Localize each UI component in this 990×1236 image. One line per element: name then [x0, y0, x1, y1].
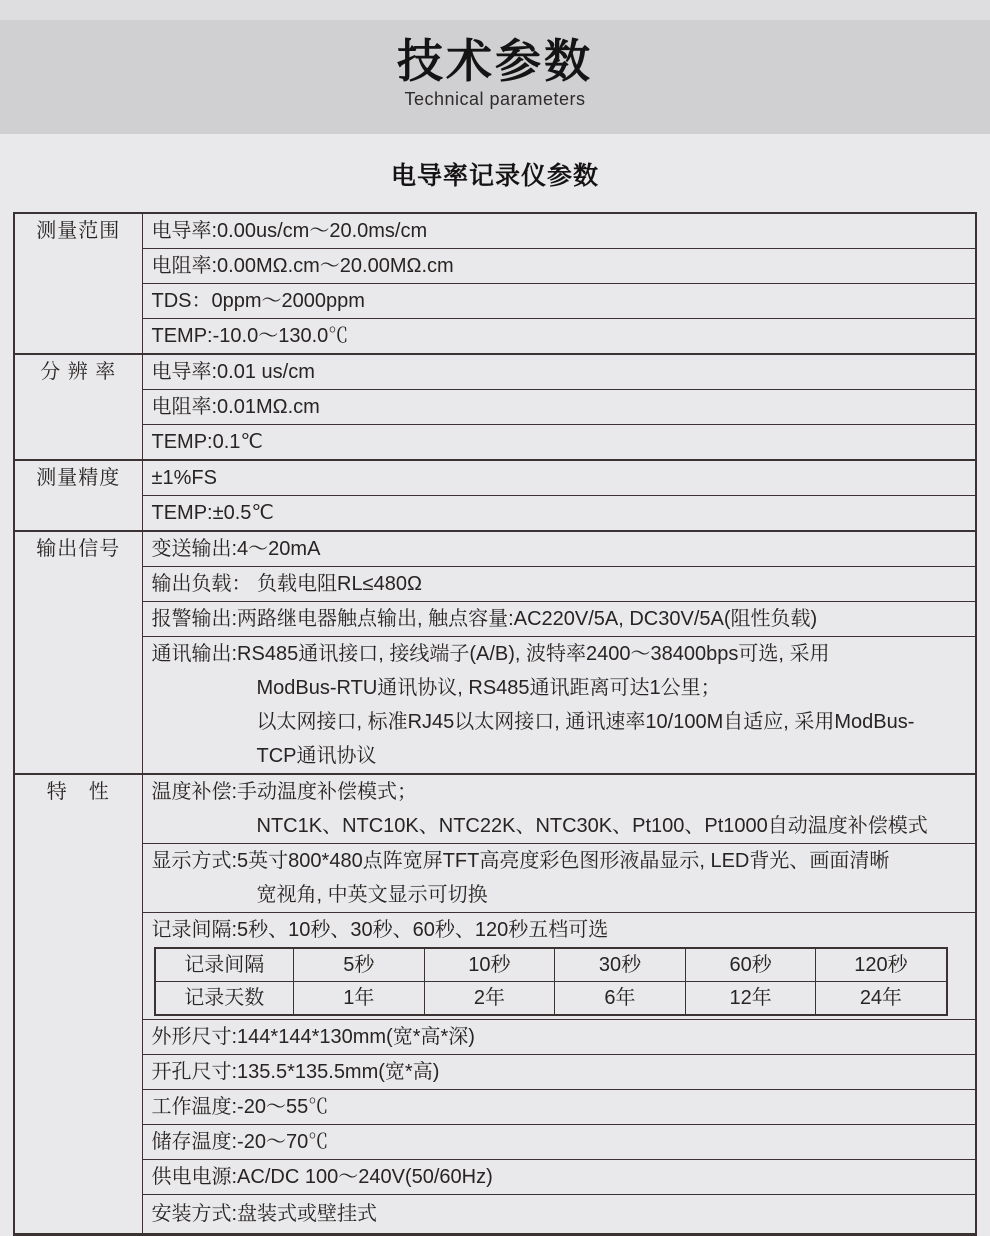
page-header: [0, 20, 990, 134]
spec-cell-temp-compensation: [142, 774, 976, 844]
spec-line: TEMP:-10.0～130.0℃: [151, 325, 349, 347]
record-table-cell: 10秒: [424, 948, 555, 982]
spec-cell-comm-output: [142, 637, 976, 775]
spec-line: ModBus-RTU通讯协议, RS485通讯距离可达1公里；: [256, 677, 721, 699]
spec-line: 电导率:0.00us/cm～20.0ms/cm: [151, 220, 428, 242]
group-label-features: [14, 774, 142, 1235]
spec-line: 开孔尺寸:135.5*135.5mm(宽*高): [151, 1061, 440, 1083]
group-label-text: 输出信号: [36, 538, 121, 560]
spec-cell-record-interval: [142, 913, 976, 1020]
spec-line: 电阻率:0.01MΩ.cm: [151, 396, 320, 418]
spec-cell-conductivity-range: [142, 213, 976, 249]
spec-line: 变送输出:4～20mA: [151, 538, 321, 560]
spec-line: 供电电源:AC/DC 100～240V(50/60Hz): [151, 1166, 493, 1188]
record-table-cell: 1年: [294, 982, 425, 1016]
spec-cell-temp-range: [142, 319, 976, 355]
spec-line: TEMP:±0.5℃: [151, 502, 274, 524]
spec-line: 外形尺寸:144*144*130mm(宽*高*深): [151, 1026, 475, 1048]
group-label-output-signal: [14, 531, 142, 774]
spec-cell-mounting: [142, 1195, 976, 1235]
record-table-cell: 24年: [816, 982, 947, 1016]
top-strip: [0, 0, 990, 20]
group-label-measurement-range: [14, 213, 142, 354]
spec-cell-power-supply: [142, 1160, 976, 1195]
spec-line: 温度补偿:手动温度补偿模式；: [151, 781, 418, 803]
table-row: [14, 1125, 976, 1160]
table-row: [14, 319, 976, 355]
spec-line: TEMP:0.1℃: [151, 431, 263, 453]
table-row: [14, 249, 976, 284]
spec-line: 记录间隔:5秒、10秒、30秒、60秒、120秒五档可选: [151, 919, 609, 941]
spec-line: 输出负载： 负载电阻RL≤480Ω: [151, 573, 422, 595]
group-label-text: 测量精度: [36, 467, 121, 489]
spec-line: 电导率:0.01 us/cm: [151, 361, 315, 383]
table-row: [14, 567, 976, 602]
table-row: [14, 1055, 976, 1090]
spec-line: 宽视角, 中英文显示可切换: [256, 884, 488, 906]
spec-cell-temp-accuracy: [142, 496, 976, 532]
group-label-text: 分 辨 率: [40, 361, 117, 383]
record-interval-table: [154, 947, 948, 1016]
spec-cell-temp-resolution: [142, 425, 976, 461]
spec-cell-alarm-output: [142, 602, 976, 637]
record-table-row: [155, 948, 947, 982]
table-row: [14, 425, 976, 461]
spec-line: 安装方式:盘装式或壁挂式: [151, 1203, 378, 1225]
table-row: [14, 531, 976, 567]
record-table-cell: 6年: [555, 982, 686, 1016]
group-label-text: 测量范围: [36, 220, 121, 242]
spec-cell-tds-range: [142, 284, 976, 319]
record-table-cell: 记录天数: [155, 982, 294, 1016]
record-table-cell: 记录间隔: [155, 948, 294, 982]
record-table-row: [155, 982, 947, 1016]
table-row: [14, 284, 976, 319]
spec-cell-storage-temp: [142, 1125, 976, 1160]
table-row: [14, 354, 976, 390]
table-row: [14, 1160, 976, 1195]
table-row: [14, 390, 976, 425]
record-table-cell: 12年: [685, 982, 816, 1016]
group-label-accuracy: [14, 460, 142, 531]
spec-cell-conductivity-resolution: [142, 354, 976, 390]
table-row: [14, 844, 976, 913]
spec-cell-transmit-output: [142, 531, 976, 567]
record-table-cell: 120秒: [816, 948, 947, 982]
table-row: [14, 1195, 976, 1235]
table-row: [14, 602, 976, 637]
record-table-cell: 5秒: [294, 948, 425, 982]
record-table-cell: 30秒: [555, 948, 686, 982]
table-row: [14, 1090, 976, 1125]
group-label-resolution: [14, 354, 142, 460]
record-table-cell: 2年: [424, 982, 555, 1016]
spec-cell-working-temp: [142, 1090, 976, 1125]
spec-line: TDS：0ppm～2000ppm: [151, 290, 365, 312]
spec-cell-resistivity-range: [142, 249, 976, 284]
spec-line: NTC1K、NTC10K、NTC22K、NTC30K、Pt100、Pt1000自动温度补偿模式: [256, 815, 928, 837]
spec-cell-output-load: [142, 567, 976, 602]
spec-line: 工作温度:-20～55℃: [151, 1096, 329, 1118]
table-row: [14, 637, 976, 775]
table-row: [14, 1020, 976, 1055]
spec-cell-resistivity-resolution: [142, 390, 976, 425]
spec-cell-dimensions: [142, 1020, 976, 1055]
spec-cell-cutout-size: [142, 1055, 976, 1090]
spec-cell-accuracy: [142, 460, 976, 496]
table-row: [14, 213, 976, 249]
page-title: 技术参数: [397, 35, 593, 87]
table-row: [14, 496, 976, 532]
page-subtitle: Technical parameters: [404, 89, 586, 109]
spec-line: 储存温度:-20～70℃: [151, 1131, 329, 1153]
spec-line: 电阻率:0.00MΩ.cm～20.00MΩ.cm: [151, 255, 454, 277]
section-title: 电导率记录仪参数: [390, 162, 599, 190]
spec-line: 通讯输出:RS485通讯接口, 接线端子(A/B), 波特率2400～38400bps可选, 采用: [151, 643, 830, 665]
spec-line: 显示方式:5英寸800*480点阵宽屏TFT高亮度彩色图形液晶显示, LED背光、画面清晰: [151, 850, 890, 872]
table-row: [14, 460, 976, 496]
record-table-cell: 60秒: [685, 948, 816, 982]
spec-table: [13, 212, 977, 1236]
spec-line: ±1%FS: [151, 467, 217, 489]
group-label-text: 特 性: [46, 781, 110, 803]
table-row: [14, 913, 976, 1020]
spec-line: TCP通讯协议: [256, 745, 377, 767]
spec-line: 以太网接口, 标准RJ45以太网接口, 通讯速率10/100M自适应, 采用ModBus-: [256, 711, 915, 733]
spec-cell-display-mode: [142, 844, 976, 913]
table-row: [14, 774, 976, 844]
spec-line: 报警输出:两路继电器触点输出, 触点容量:AC220V/5A, DC30V/5A(阻性负载): [151, 608, 818, 630]
